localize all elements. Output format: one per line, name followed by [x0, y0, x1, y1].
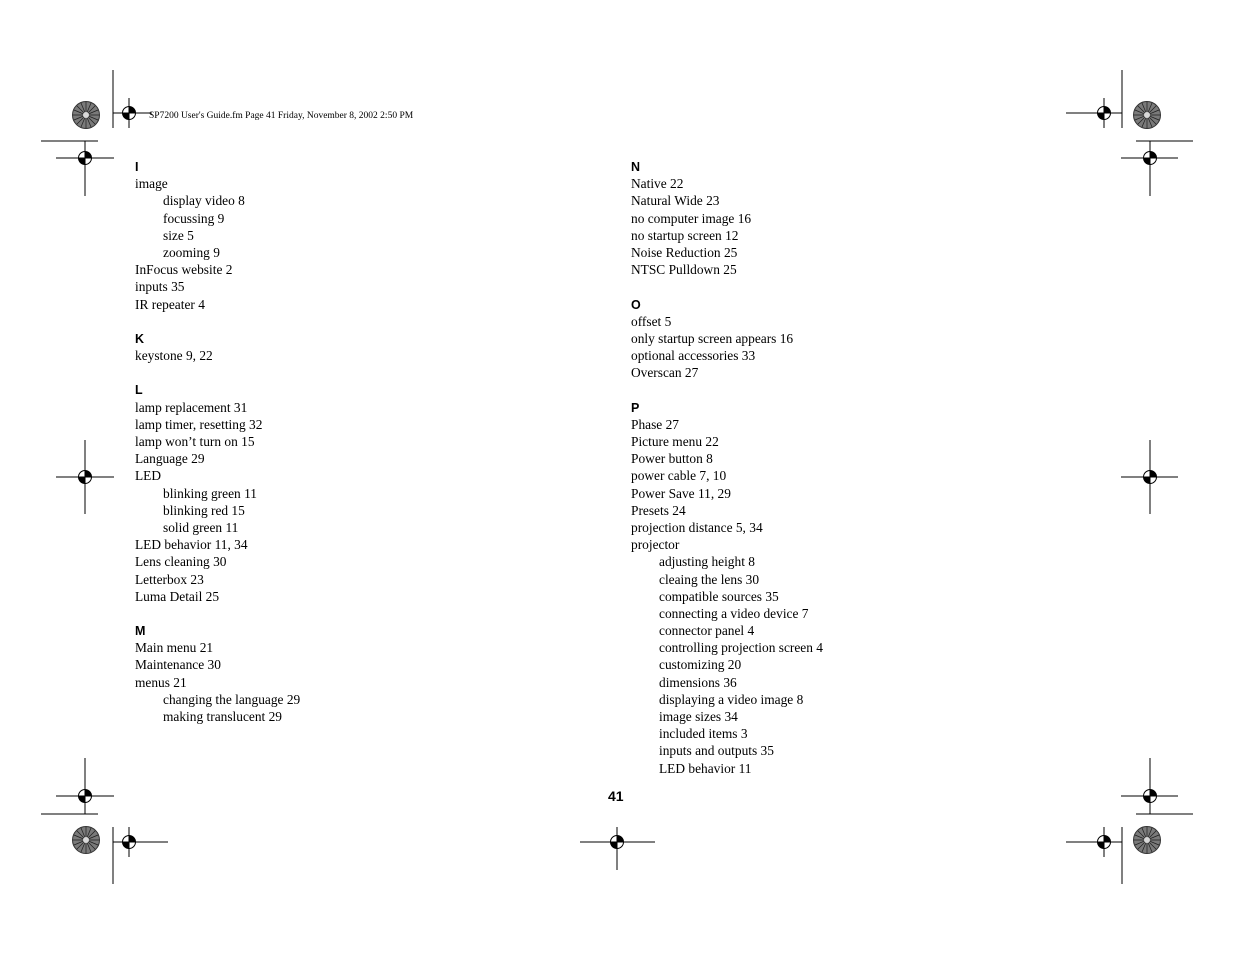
index-entry: LED behavior 11, 34: [135, 537, 248, 553]
index-subentry: image sizes 34: [659, 709, 738, 724]
index-entry: lamp won’t turn on 15: [135, 434, 255, 449]
index-entry: only startup screen appears 16: [631, 330, 794, 346]
index-entry: lamp replacement 31: [135, 399, 248, 415]
starburst-mark-icon: [73, 102, 100, 129]
index-entry: projection distance 5, 34: [631, 519, 763, 535]
index-section: [135, 158, 595, 313]
index-subentry: blinking green 11: [163, 485, 257, 501]
index-entry: Power button 8: [631, 451, 713, 467]
index-entry: Letterbox 23: [135, 571, 204, 587]
index-entry: menus 21: [135, 674, 187, 690]
index-letter-heading: P: [631, 400, 640, 415]
index-entry: Overscan 27: [631, 365, 699, 381]
index-entry: Phase 27: [631, 416, 679, 432]
index-subentry: customizing 20: [659, 657, 742, 673]
index-subentry: display video 8: [163, 193, 245, 209]
index-entry: projector: [631, 537, 680, 553]
index-subentry: focussing 9: [163, 210, 225, 226]
index-entry: NTSC Pulldown 25: [631, 262, 737, 278]
index-entry: IR repeater 4: [135, 296, 205, 312]
index-subentry: adjusting height 8: [659, 554, 755, 570]
index-letter-heading: O: [631, 297, 641, 312]
index-entry: no startup screen 12: [631, 227, 739, 243]
index-subentry: cleaing the lens 30: [659, 571, 760, 587]
index-section: [631, 158, 1091, 278]
index-section: [631, 399, 1091, 777]
index-subentry: controlling projection screen 4: [659, 640, 823, 656]
index-subentry: connecting a video device 7: [659, 605, 809, 621]
index-subentry: compatible sources 35: [659, 588, 779, 604]
index-entry: image: [135, 176, 168, 192]
index-section: [135, 381, 595, 604]
index-subentry: displaying a video image 8: [659, 691, 804, 707]
index-entry: Main menu 21: [135, 640, 214, 656]
index-entry: keystone 9, 22: [135, 348, 213, 364]
index-section: [631, 296, 1091, 382]
index-entry: Lens cleaning 30: [135, 554, 227, 570]
index-entry: Native 22: [631, 176, 684, 192]
index-column-left: [135, 158, 595, 742]
index-column-right: [631, 158, 1091, 794]
index-entry: LED: [135, 468, 162, 484]
starburst-mark-icon: [1134, 102, 1161, 129]
index-letter-heading: N: [631, 160, 641, 174]
index-entry: Picture menu 22: [631, 434, 719, 449]
index-subentry: blinking red 15: [163, 502, 245, 518]
index-subentry: size 5: [163, 227, 194, 243]
index-subentry: included items 3: [659, 726, 748, 742]
index-letter-heading: K: [135, 331, 145, 346]
index-letter-heading: L: [135, 383, 143, 398]
index-entry: Luma Detail 25: [135, 588, 220, 604]
page-number: 41: [608, 788, 624, 804]
index-entry: offset 5: [631, 313, 672, 329]
index-entry: InFocus website 2: [135, 262, 233, 278]
index-entry: power cable 7, 10: [631, 468, 727, 484]
index-entry: Natural Wide 23: [631, 193, 720, 209]
index-entry: no computer image 16: [631, 210, 752, 226]
index-entry: Power Save 11, 29: [631, 485, 731, 501]
index-subentry: making translucent 29: [163, 709, 282, 724]
index-entry: Presets 24: [631, 502, 686, 518]
index-entry: Maintenance 30: [135, 657, 221, 673]
index-section: [135, 330, 595, 364]
index-entry: Language 29: [135, 451, 205, 467]
index-entry: inputs 35: [135, 279, 185, 295]
index-subentry: inputs and outputs 35: [659, 743, 774, 759]
index-letter-heading: I: [135, 160, 139, 174]
index-entry: optional accessories 33: [631, 348, 756, 364]
index-subentry: LED behavior 11: [659, 760, 752, 776]
starburst-mark-icon: [1134, 827, 1161, 854]
index-section: [135, 622, 595, 725]
index-letter-heading: M: [135, 624, 146, 639]
index-entry: Noise Reduction 25: [631, 244, 738, 260]
index-subentry: connector panel 4: [659, 623, 755, 639]
file-slug-header: SP7200 User's Guide.fm Page 41 Friday, November 8, 2002 2:50 PM: [149, 111, 414, 121]
index-subentry: changing the language 29: [163, 691, 301, 707]
index-subentry: zooming 9: [163, 244, 220, 260]
starburst-mark-icon: [73, 827, 100, 854]
index-subentry: solid green 11: [163, 519, 239, 535]
index-entry: lamp timer, resetting 32: [135, 416, 263, 432]
index-subentry: dimensions 36: [659, 674, 737, 690]
